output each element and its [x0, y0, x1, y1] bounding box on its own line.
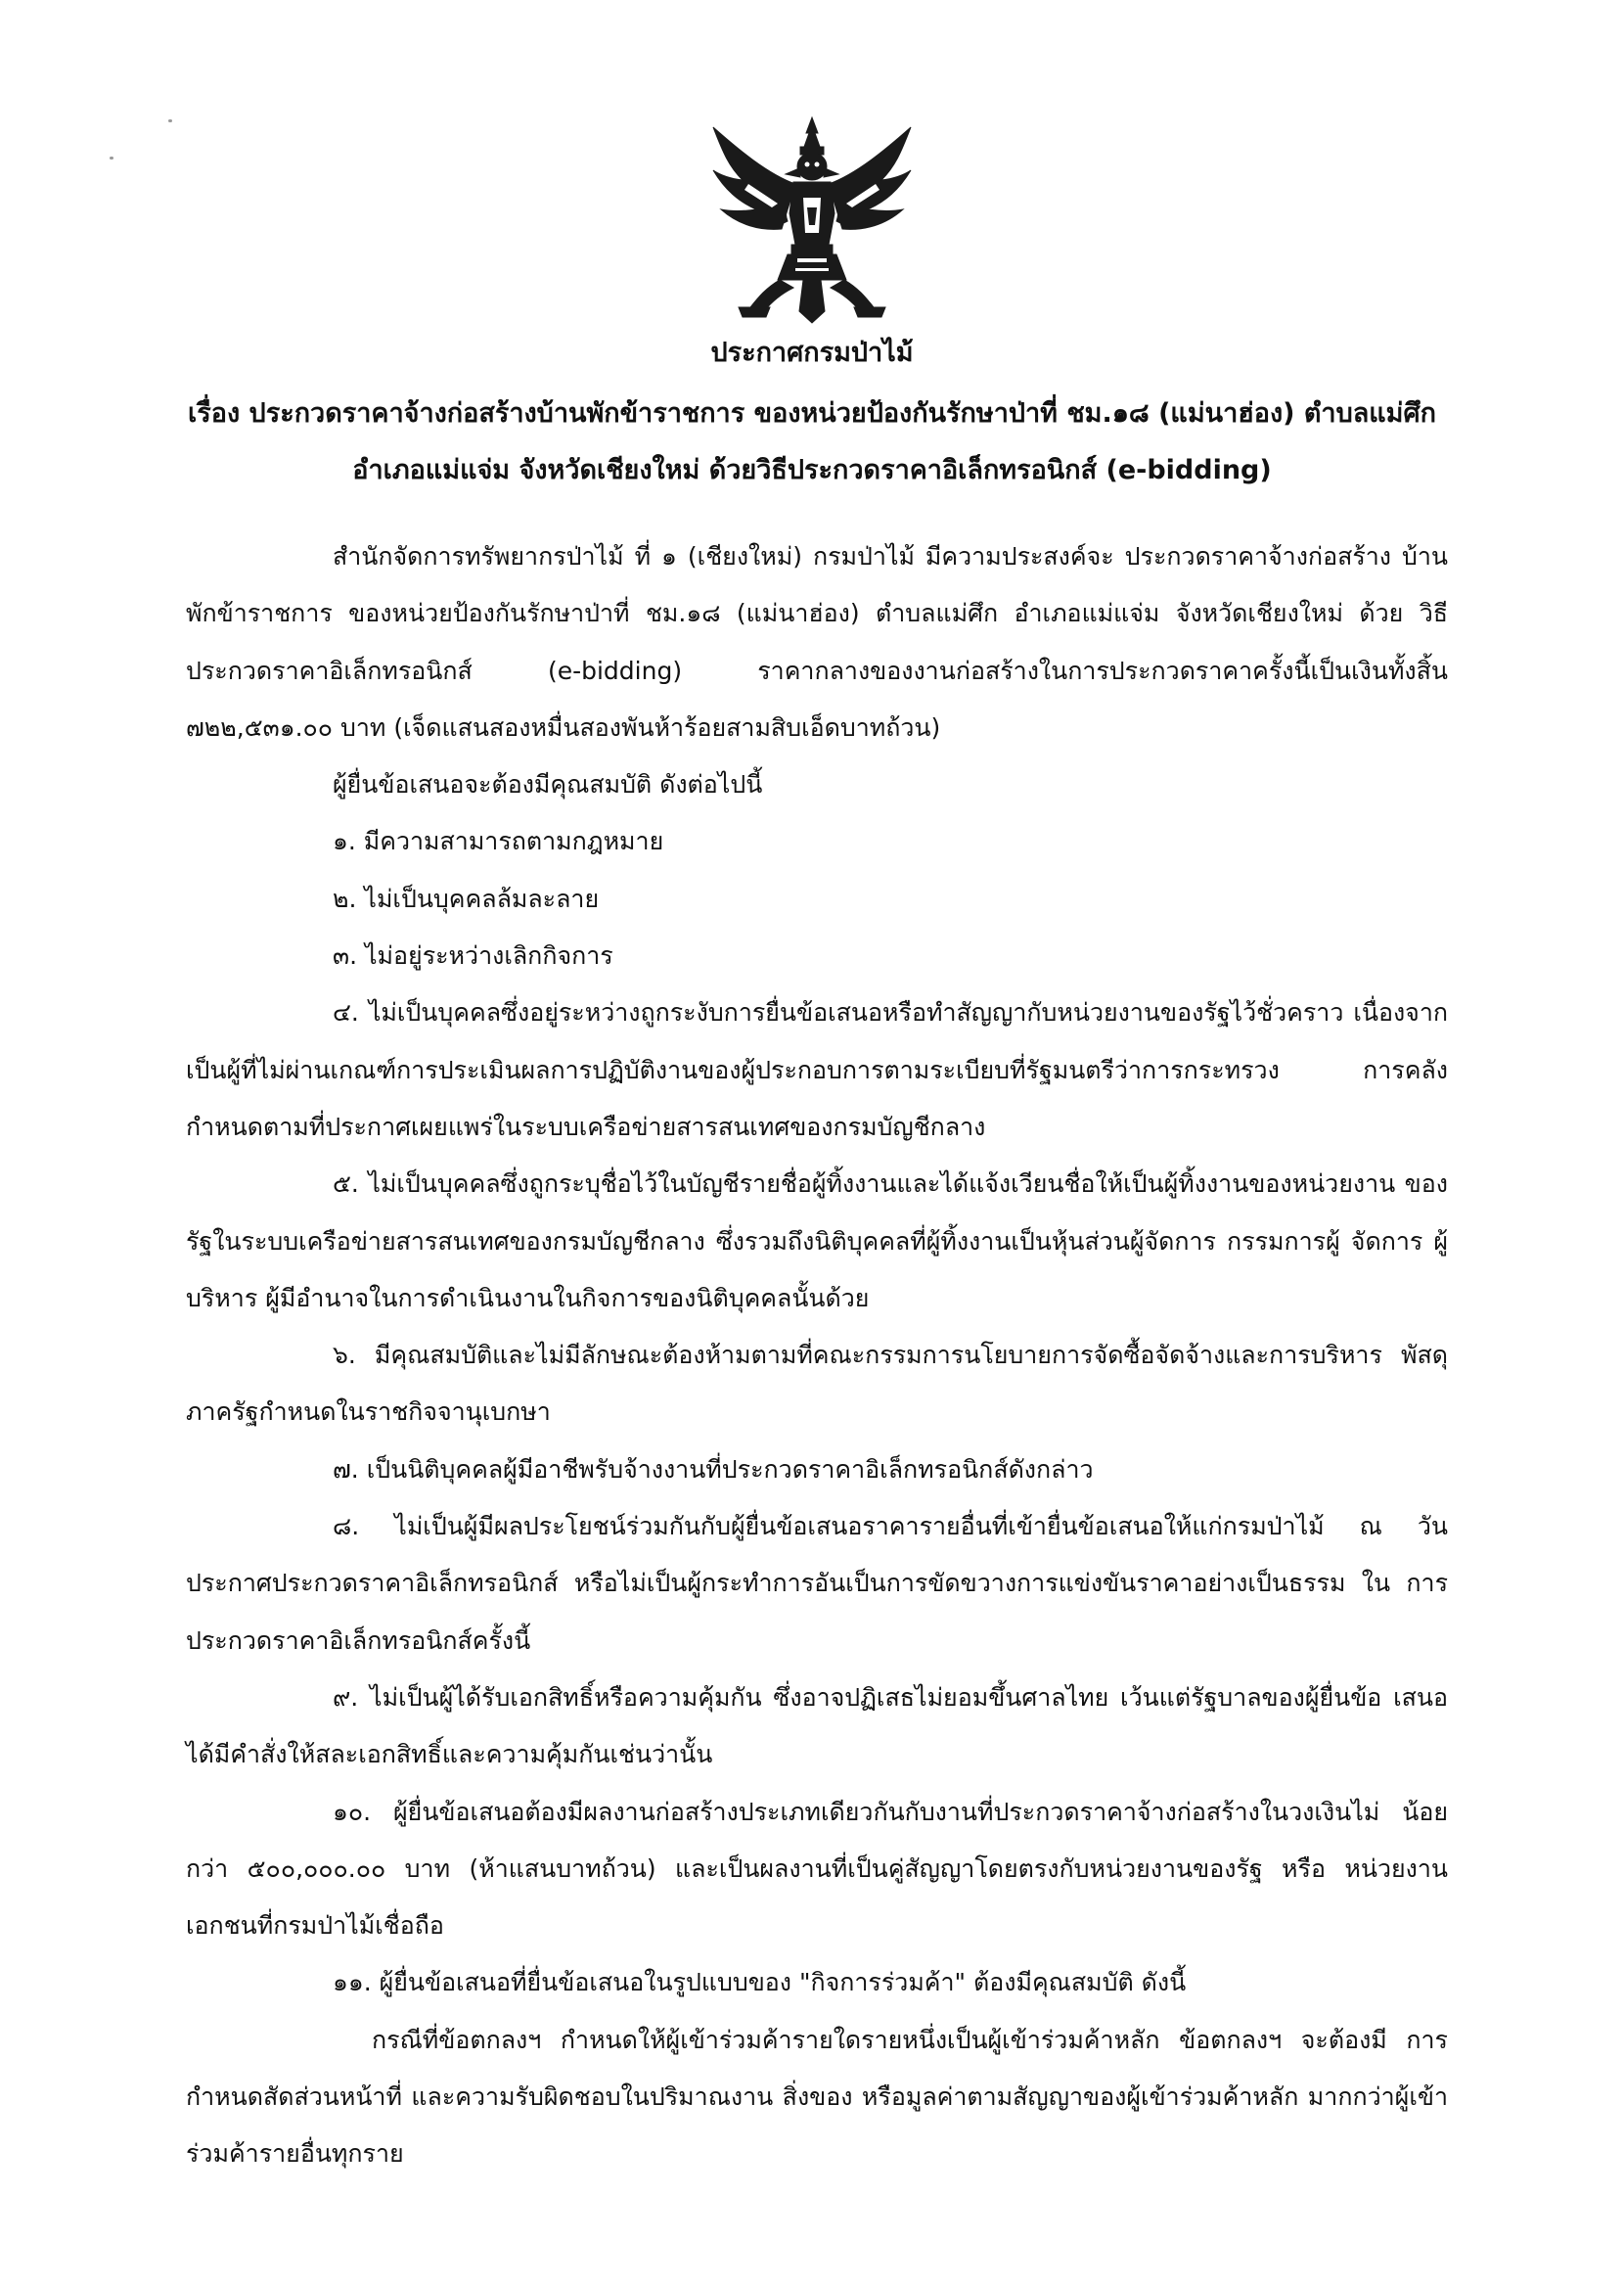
scan-speck — [110, 157, 113, 160]
qualification-item: ๔. ไม่เป็นบุคคลซึ่งอยู่ระหว่างถูกระงับการยื่นข้อเสนอหรือทำสัญญากับหน่วยงานของรัฐไว้ชั่วคราว เนื่องจากเป็นผู้ที่ไม่ผ่านเกณฑ์การประเมินผลการปฏิบัติงานของผู้ประกอบการตามระเบียบที่รัฐมนตรีว่าการกระทรวง การคลังกำหนดตามที่ประกาศเผยแพร่ในระบบเครือข่ายสารสนเทศของกรมบัญชีกลาง — [186, 998, 1448, 1141]
qualification-item: ๑. มีความสามารถตามกฎหมาย — [333, 827, 664, 856]
qualification-item: ๒. ไม่เป็นบุคคลล้มละลาย — [333, 884, 600, 913]
qualification-item: ๗. เป็นนิติบุคคลผู้มีอาชีพรับจ้างงานที่ประกวดราคาอิเล็กทรอนิกส์ดังกล่าว — [333, 1454, 1094, 1484]
joint-venture-paragraph: กรณีที่ข้อตกลงฯ กำหนดให้ผู้เข้าร่วมค้ารายใดรายหนึ่งเป็นผู้เข้าร่วมค้าหลัก ข้อตกลงฯ จะต้องมี การกำหนดสัดส่วนหน้าที่ และความรับผิดชอบในปริมาณงาน สิ่งของ หรือมูลค่าตามสัญญาของผู้เข้าร่วมค้าหลัก มากกว่าผู้เข้าร่วมค้ารายอื่นทุกราย — [186, 2025, 1448, 2169]
garuda-emblem-icon — [709, 115, 915, 326]
announcement-subject-line2: อำเภอแม่แจ่ม จังหวัดเชียงใหม่ ด้วยวิธีประกวดราคาอิเล็กทรอนิกส์ (e-bidding) — [352, 455, 1272, 485]
qualifications-heading: ผู้ยื่นข้อเสนอจะต้องมีคุณสมบัติ ดังต่อไปนี้ — [333, 770, 763, 800]
qualification-item: ๓. ไม่อยู่ระหว่างเลิกกิจการ — [333, 941, 613, 971]
scan-speck — [168, 119, 172, 122]
qualification-item: ๖. มีคุณสมบัติและไม่มีลักษณะต้องห้ามตามที่คณะกรรมการนโยบายการจัดซื้อจัดจ้างและการบริหาร พัสดุภาครัฐกำหนดในราชกิจจานุเบกษา — [186, 1341, 1448, 1427]
qualification-item: ๙. ไม่เป็นผู้ได้รับเอกสิทธิ์หรือความคุ้มกัน ซึ่งอาจปฏิเสธไม่ยอมขึ้นศาลไทย เว้นแต่รัฐบาลของผู้ยื่นข้อ เสนอได้มีคำสั่งให้สละเอกสิทธิ์และความคุ้มกันเช่นว่านั้น — [186, 1682, 1448, 1769]
announcement-subject-line1: เรื่อง ประกวดราคาจ้างก่อสร้างบ้านพักข้าราชการ ของหน่วยป้องกันรักษาป่าที่ ชม.๑๘ (แม่นาฮ่อง) ตำบลแม่ศึก — [188, 398, 1436, 429]
announcement-title: ประกาศกรมป่าไม้ — [710, 338, 914, 368]
intro-paragraph: สำนักจัดการทรัพยากรป่าไม้ ที่ ๑ (เชียงใหม่) กรมป่าไม้ มีความประสงค์จะ ประกวดราคาจ้างก่อสร้าง บ้านพักข้าราชการ ของหน่วยป้องกันรักษาป่าที่ ชม.๑๘ (แม่นาฮ่อง) ตำบลแม่ศึก อำเภอแม่แจ่ม จังหวัดเชียงใหม่ ด้วย วิธีประกวดราคาอิเล็กทรอนิกส์ (e-bidding) ราคากลางของงานก่อสร้างในการประกวดราคาครั้งนี้เป็นเงินทั้งสิ้น ๗๒๒,๕๓๑.๐๐ บาท (เจ็ดแสนสองหมื่นสองพันห้าร้อยสามสิบเอ็ดบาทถ้วน) — [186, 542, 1448, 742]
qualification-item: ๑๑. ผู้ยื่นข้อเสนอที่ยื่นข้อเสนอในรูปแบบของ "กิจการร่วมค้า" ต้องมีคุณสมบัติ ดังนี้ — [333, 1968, 1187, 1997]
announcement-body — [186, 528, 1448, 2183]
qualification-item: ๑๐. ผู้ยื่นข้อเสนอต้องมีผลงานก่อสร้างประเภทเดียวกันกับงานที่ประกวดราคาจ้างก่อสร้างในวงเงินไม่ น้อยกว่า ๕๐๐,๐๐๐.๐๐ บาท (ห้าแสนบาทถ้วน) และเป็นผลงานที่เป็นคู่สัญญาโดยตรงกับหน่วยงานของรัฐ หรือ หน่วยงานเอกชนที่กรมป่าไม้เชื่อถือ — [186, 1797, 1448, 1941]
qualification-item: ๕. ไม่เป็นบุคคลซึ่งถูกระบุชื่อไว้ในบัญชีรายชื่อผู้ทิ้งงานและได้แจ้งเวียนชื่อให้เป็นผู้ทิ้งงานของหน่วยงาน ของรัฐในระบบเครือข่ายสารสนเทศของกรมบัญชีกลาง ซึ่งรวมถึงนิติบุคคลที่ผู้ทิ้งงานเป็นหุ้นส่วนผู้จัดการ กรรมการผู้ จัดการ ผู้บริหาร ผู้มีอำนาจในการดำเนินงานในกิจการของนิติบุคคลนั้นด้วย — [186, 1169, 1448, 1312]
qualification-item: ๘. ไม่เป็นผู้มีผลประโยชน์ร่วมกันกับผู้ยื่นข้อเสนอราคารายอื่นที่เข้ายื่นข้อเสนอให้แก่กรมป่าไม้ ณ วัน ประกาศประกวดราคาอิเล็กทรอนิกส์ หรือไม่เป็นผู้กระทำการอันเป็นการขัดขวางการแข่งขันราคาอย่างเป็นธรรม ใน การประกวดราคาอิเล็กทรอนิกส์ครั้งนี้ — [186, 1512, 1448, 1655]
